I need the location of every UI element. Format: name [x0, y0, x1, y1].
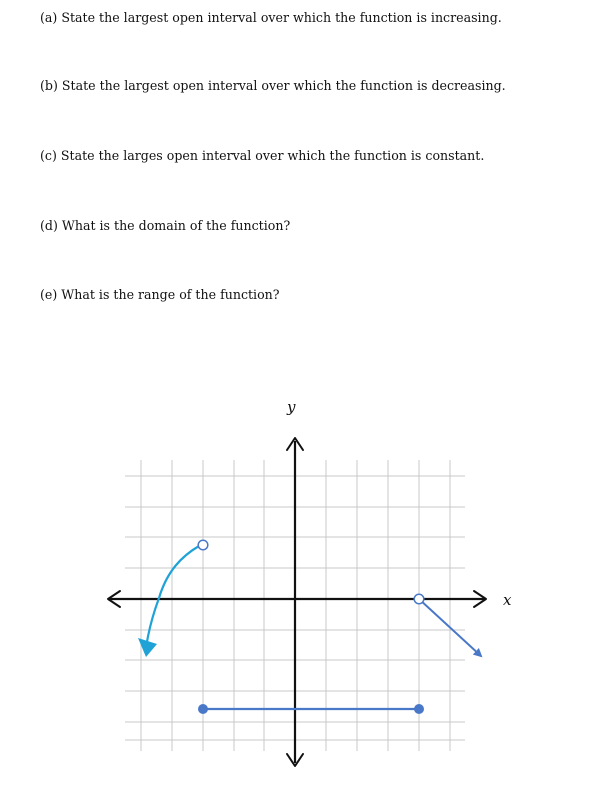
open-point-curve-end [198, 540, 208, 550]
axis-arrowheads [108, 438, 486, 766]
question-a: (a) State the largest open interval over which the function is increasing. [40, 10, 502, 25]
open-point-decreasing-start [414, 594, 424, 604]
question-e: (e) What is the range of the function? [40, 287, 280, 302]
question-d: (d) What is the domain of the function? [40, 218, 291, 233]
x-axis-label: x [503, 591, 512, 609]
question-c: (c) State the larges open interval over which the function is constant. [40, 148, 485, 163]
closed-point-left [198, 704, 208, 714]
y-axis-label: y [287, 398, 296, 416]
question-b: (b) State the largest open interval over which the function is decreasing. [40, 78, 506, 93]
coordinate-axes [108, 441, 486, 763]
closed-point-right [414, 704, 424, 714]
